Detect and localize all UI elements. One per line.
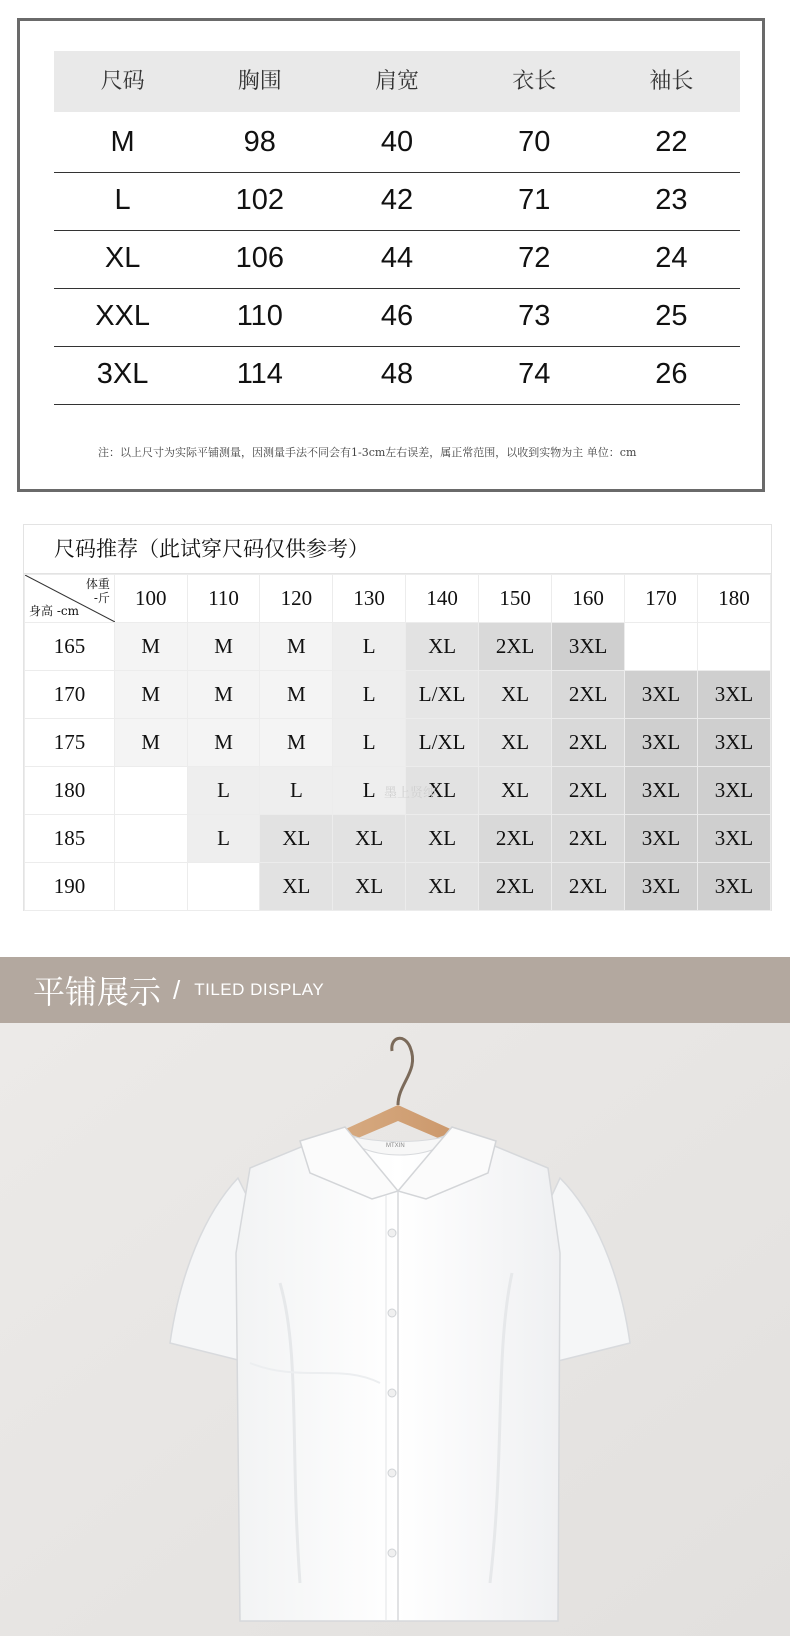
tiled-title-en: TILED DISPLAY <box>194 980 325 999</box>
size-cell: 25 <box>655 299 688 332</box>
size-cell: XL <box>104 241 141 274</box>
size-recommendation-cell: 2XL <box>479 863 552 911</box>
size-cell: 22 <box>655 125 688 158</box>
size-recommendation-cell: XL <box>406 767 479 815</box>
height-cell: 165 <box>25 623 115 671</box>
size-recommendation-cell: XL <box>479 671 552 719</box>
weight-header-cell: 130 <box>333 575 406 623</box>
size-cell: 71 <box>518 183 551 216</box>
size-cell: 98 <box>243 125 276 158</box>
size-recommendation-cell: 2XL <box>479 623 552 671</box>
height-row <box>25 671 771 719</box>
size-cell: 23 <box>655 183 688 216</box>
size-cell: 72 <box>518 241 551 274</box>
size-recommendation-cell: 2XL <box>552 767 625 815</box>
size-recommendation-cell: XL <box>406 815 479 863</box>
shirt-photo <box>0 1023 790 1636</box>
size-cell: 42 <box>380 183 414 216</box>
size-cell: 70 <box>518 125 551 158</box>
size-recommendation-cell: 3XL <box>625 671 698 719</box>
size-recommendation-cell: L <box>333 719 406 767</box>
height-row <box>25 863 771 911</box>
size-cell: 3XL <box>96 357 149 390</box>
size-cell: L <box>114 183 131 216</box>
size-recommendation-cell: L <box>260 767 333 815</box>
size-chart-header <box>54 51 740 112</box>
size-row <box>54 344 740 405</box>
size-recommendation-cell: 2XL <box>552 815 625 863</box>
size-recommendation-cell: L <box>333 623 406 671</box>
size-recommendation-cell: 3XL <box>697 815 770 863</box>
size-recommendation-cell <box>697 623 770 671</box>
weight-header-cell: 100 <box>114 575 187 623</box>
size-recommendation-cell: L <box>187 815 260 863</box>
size-recommendation-cell: 3XL <box>625 767 698 815</box>
size-recommendation-cell: 3XL <box>625 719 698 767</box>
height-axis-label: 身高 -cm <box>29 604 79 618</box>
size-recommendation-cell <box>114 767 187 815</box>
height-cell: 175 <box>25 719 115 767</box>
size-recommendation-cell: XL <box>260 815 333 863</box>
size-recommendation <box>23 524 772 911</box>
height-row <box>25 623 771 671</box>
height-row <box>25 719 771 767</box>
size-cell: 102 <box>235 183 284 216</box>
size-recommendation-cell: XL <box>260 863 333 911</box>
size-recommendation-cell: 3XL <box>697 719 770 767</box>
size-cell: 40 <box>380 125 414 158</box>
size-recommendation-cell: M <box>114 671 187 719</box>
size-recommendation-cell: XL <box>333 815 406 863</box>
corner-cell <box>25 575 115 623</box>
size-recommendation-cell: L <box>333 767 406 815</box>
height-cell: 170 <box>25 671 115 719</box>
size-recommendation-cell: XL <box>406 623 479 671</box>
weight-header-cell: 180 <box>697 575 770 623</box>
size-cell: 110 <box>236 299 283 332</box>
size-recommendation-cell: L/XL <box>406 671 479 719</box>
size-recommendation-cell: 3XL <box>697 863 770 911</box>
recommendation-title: 尺码推荐（此试穿尺码仅供参考） <box>24 525 771 574</box>
height-cell: 190 <box>25 863 115 911</box>
size-cell: 106 <box>235 241 284 274</box>
height-row <box>25 815 771 863</box>
size-recommendation-cell: M <box>187 719 260 767</box>
size-cell: 24 <box>655 241 688 274</box>
size-recommendation-cell: XL <box>479 719 552 767</box>
size-recommendation-cell: 2XL <box>479 815 552 863</box>
size-row <box>54 170 740 231</box>
size-cell: 44 <box>380 241 414 274</box>
size-recommendation-cell <box>114 815 187 863</box>
weight-header-cell: 160 <box>552 575 625 623</box>
size-recommendation-cell: XL <box>479 767 552 815</box>
size-recommendation-cell: 2XL <box>552 719 625 767</box>
size-recommendation-cell: M <box>260 623 333 671</box>
shirt-label: MTXIN <box>386 1143 405 1149</box>
tiled-display-banner <box>0 957 790 1023</box>
size-cell: 48 <box>380 357 414 390</box>
size-recommendation-cell: M <box>114 719 187 767</box>
size-recommendation-cell: 3XL <box>697 671 770 719</box>
size-header-cell: 袖长 <box>649 69 694 94</box>
weight-header-cell: 140 <box>406 575 479 623</box>
size-recommendation-cell: M <box>260 719 333 767</box>
size-recommendation-cell: 2XL <box>552 671 625 719</box>
size-recommendation-cell: 3XL <box>625 815 698 863</box>
size-recommendation-cell: M <box>187 671 260 719</box>
size-recommendation-cell <box>187 863 260 911</box>
tiled-title-cn: 平铺展示 <box>33 973 162 1011</box>
height-cell: 185 <box>25 815 115 863</box>
size-cell: 114 <box>236 357 283 390</box>
size-cell: 26 <box>655 357 688 390</box>
shirt-illustration <box>0 1023 790 1636</box>
recommendation-grid <box>24 574 771 911</box>
weight-header-cell: 120 <box>260 575 333 623</box>
size-cell: 46 <box>380 299 414 332</box>
size-chart <box>17 18 765 492</box>
size-recommendation-cell: L <box>333 671 406 719</box>
size-recommendation-cell: XL <box>333 863 406 911</box>
size-recommendation-cell: L <box>187 767 260 815</box>
weight-header-cell: 170 <box>625 575 698 623</box>
size-header-cell: 尺码 <box>100 69 145 94</box>
size-chart-note: 注：以上尺寸为实际平铺测量，因测量手法不同会有1-3cm左右误差，属正常范围，以收到实物为主 单位：cm <box>98 446 637 459</box>
watermark: 墨上贤绅 <box>384 786 437 801</box>
size-cell: XXL <box>95 299 151 332</box>
size-cell: M <box>110 125 135 158</box>
size-recommendation-cell: M <box>114 623 187 671</box>
size-header-cell: 胸围 <box>237 69 282 94</box>
size-row <box>54 112 740 173</box>
weight-header-row <box>25 575 771 623</box>
tiled-title-slash: / <box>173 974 181 1005</box>
size-recommendation-cell <box>114 863 187 911</box>
size-recommendation-cell: 3XL <box>552 623 625 671</box>
size-row <box>54 286 740 347</box>
weight-axis-label: 体重 -斤 <box>85 577 110 605</box>
height-cell: 180 <box>25 767 115 815</box>
size-recommendation-cell: L/XL <box>406 719 479 767</box>
size-recommendation-cell: M <box>187 623 260 671</box>
size-row <box>54 228 740 289</box>
weight-header-cell: 110 <box>187 575 260 623</box>
size-header-cell: 肩宽 <box>375 69 420 94</box>
size-cell: 74 <box>518 357 551 390</box>
size-header-cell: 衣长 <box>512 69 557 94</box>
size-recommendation-cell: M <box>260 671 333 719</box>
size-recommendation-cell: 3XL <box>625 863 698 911</box>
size-cell: 73 <box>518 299 551 332</box>
size-recommendation-cell <box>625 623 698 671</box>
size-recommendation-cell: XL <box>406 863 479 911</box>
size-recommendation-cell: 3XL <box>697 767 770 815</box>
weight-header-cell: 150 <box>479 575 552 623</box>
size-recommendation-cell: 2XL <box>552 863 625 911</box>
